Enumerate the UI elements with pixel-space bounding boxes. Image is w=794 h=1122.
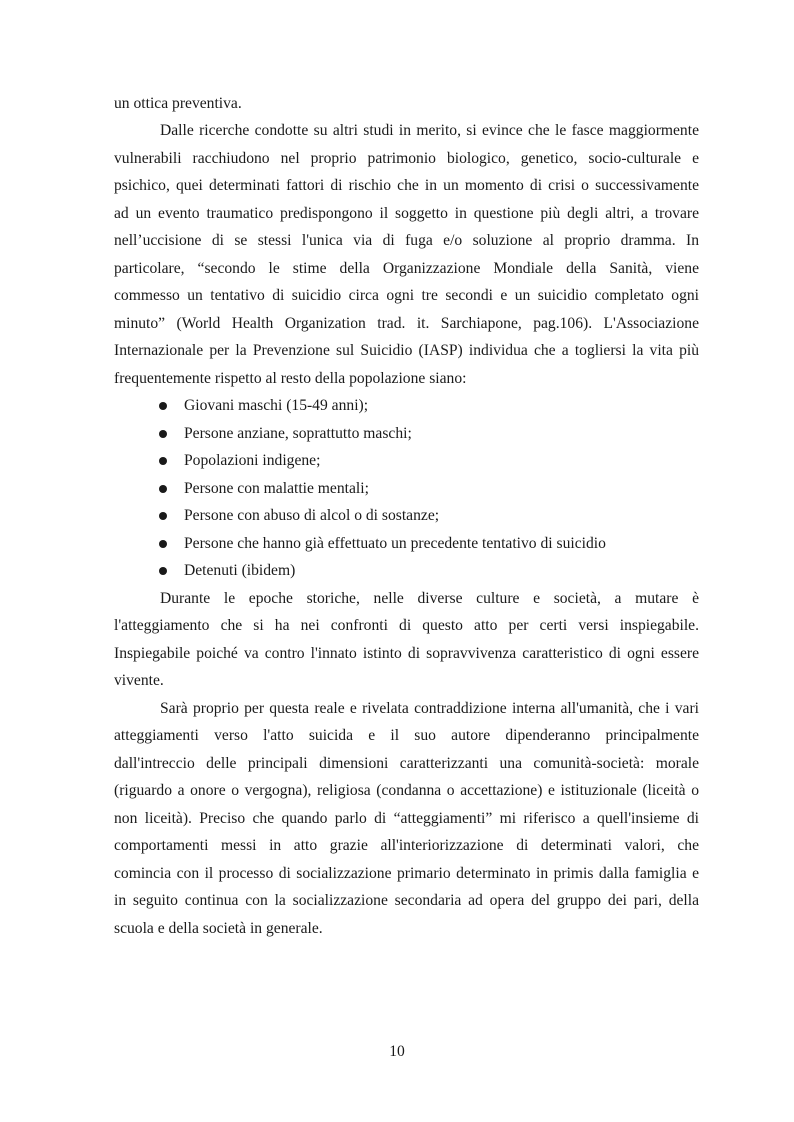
paragraph-line: scuola e della società in generale.	[114, 920, 323, 937]
paragraph-line: dall'intreccio delle principali dimensioni caratterizzanti una comunità-società: morale	[114, 755, 699, 772]
bullet-icon	[159, 457, 167, 465]
bullet-icon	[159, 567, 167, 575]
list-item-text: Persone anziane, soprattutto maschi;	[184, 425, 412, 442]
paragraph-line: comincia con il processo di socializzazione primario determinato in primis dalla famiglia e	[114, 865, 699, 882]
paragraph-line: ad un evento traumatico predispongono il soggetto in questione più degli altri, a trovare	[114, 205, 699, 222]
list-item-text: Persone con malattie mentali;	[184, 480, 369, 497]
paragraph-line: Inspiegabile poiché va contro l'innato istinto di sopravvivenza caratteristico di ogni essere	[114, 645, 699, 662]
paragraph-line: l'atteggiamento che si ha nei confronti di questo atto per certi versi inspiegabile.	[114, 617, 699, 634]
list-item	[159, 561, 719, 581]
paragraph-line: minuto” (World Health Organization trad. it. Sarchiapone, pag.106). L'Associazione	[114, 315, 699, 332]
list-item	[159, 506, 719, 526]
paragraph-line: vivente.	[114, 672, 164, 689]
list-item-text: Persone che hanno già effettuato un precedente tentativo di suicidio	[184, 535, 606, 552]
paragraph-line: frequentemente rispetto al resto della popolazione siano:	[114, 370, 467, 387]
list-item	[159, 534, 719, 554]
paragraph-line: Durante le epoche storiche, nelle diverse culture e società, a mutare è	[160, 590, 699, 607]
paragraph-line: Internazionale per la Prevenzione sul Suicidio (IASP) individua che a togliersi la vita più	[114, 342, 699, 359]
bullet-icon	[159, 512, 167, 520]
page-number: 10	[389, 1043, 405, 1060]
paragraph-line: Dalle ricerche condotte su altri studi in merito, si evince che le fasce maggiormente	[160, 122, 699, 139]
paragraph-line: vulnerabili racchiudono nel proprio patrimonio biologico, genetico, socio-culturale e	[114, 150, 699, 167]
paragraph-line: psichico, quei determinati fattori di rischio che in un momento di crisi o successivamente	[114, 177, 699, 194]
paragraph-line: (riguardo a onore o vergogna), religiosa (condanna o accettazione) e istituzionale (liceità o	[114, 782, 699, 799]
bullet-icon	[159, 402, 167, 410]
list-item	[159, 451, 719, 471]
paragraph-line: in seguito continua con la socializzazione secondaria ad opera del gruppo dei pari, della	[114, 892, 699, 909]
paragraph-line: nell’uccisione di se stessi l'unica via di fuga e/o soluzione al proprio dramma. In	[114, 232, 699, 249]
paragraph-line: commesso un tentativo di suicidio circa ogni tre secondi e un suicidio completato ogni	[114, 287, 699, 304]
list-item	[159, 424, 719, 444]
paragraph-line: non liceità). Preciso che quando parlo di “atteggiamenti” mi riferisco a quell'insieme di	[114, 810, 699, 827]
list-item-text: Giovani maschi (15-49 anni);	[184, 397, 369, 414]
list-item-text: Detenuti (ibidem)	[184, 562, 296, 579]
paragraph-line: un ottica preventiva.	[114, 95, 242, 112]
paragraph-line: comportamenti messi in atto grazie all'interiorizzazione di determinati valori, che	[114, 837, 699, 854]
bullet-icon	[159, 485, 167, 493]
paragraph-line: particolare, “secondo le stime della Organizzazione Mondiale della Sanità, viene	[114, 260, 699, 277]
paragraph-line: Sarà proprio per questa reale e rivelata contraddizione interna all'umanità, che i vari	[160, 700, 699, 717]
bullet-icon	[159, 430, 167, 438]
bullet-icon	[159, 540, 167, 548]
list-item-text: Persone con abuso di alcol o di sostanze;	[184, 507, 440, 524]
list-item	[159, 396, 719, 416]
paragraph-line: atteggiamenti verso l'atto suicida e il suo autore dipenderanno principalmente	[114, 727, 699, 744]
list-item	[159, 479, 719, 499]
list-item-text: Popolazioni indigene;	[184, 452, 321, 469]
